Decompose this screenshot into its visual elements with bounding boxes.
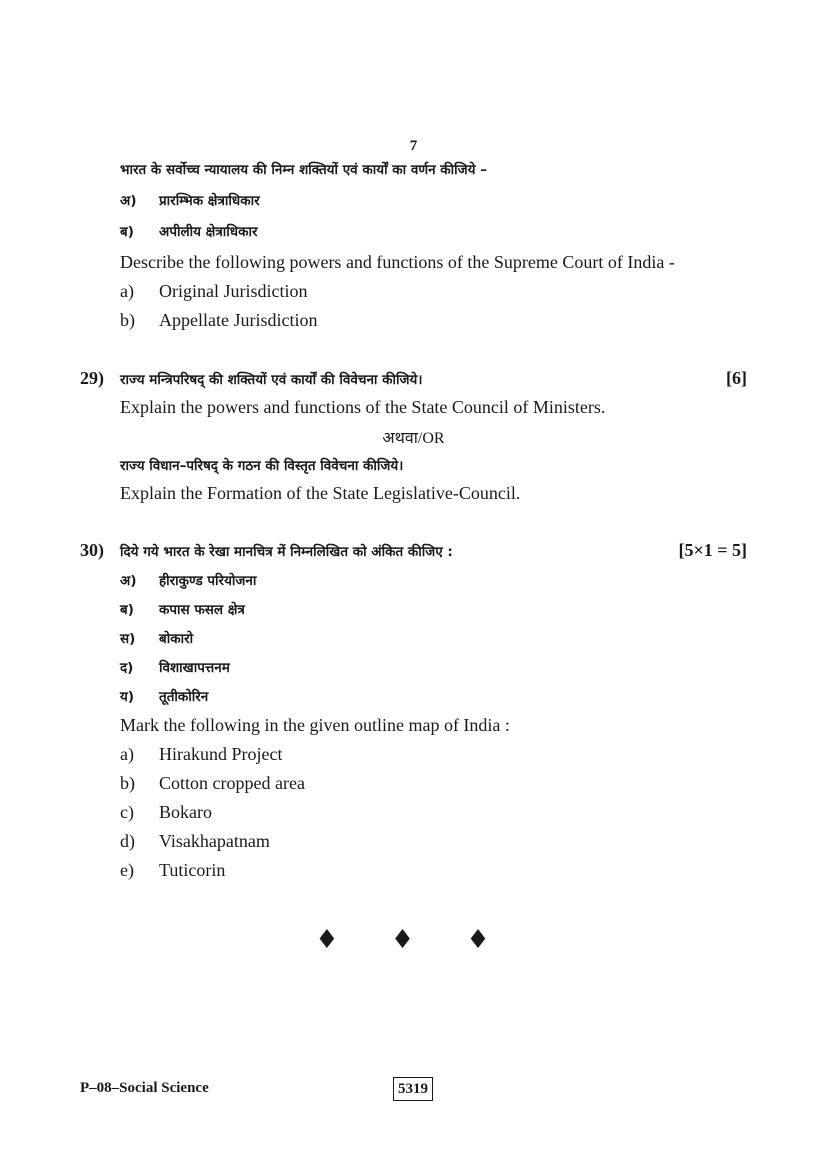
q28-hindi-option-b-text: अपीलीय क्षेत्राधिकार [159,224,258,240]
q30-hindi-option-a-letter: अ) [120,573,137,589]
q30-english-option-d-text: Visakhapatnam [159,831,270,851]
q30-hindi-option-e-text: तूतीकोरिन [159,689,209,705]
q30-hindi-option-b-letter: ब) [120,602,134,618]
q30-english-option-a-letter: a) [120,744,134,764]
q29-or-label: अथवा/OR [382,430,445,447]
q30-english-option-a-text: Hirakund Project [159,744,283,764]
q28-hindi-option-a-letter: अ) [120,193,137,209]
q29-english-alt: Explain the Formation of the State Legislative-Council. [120,483,521,503]
q28-english-prompt: Describe the following powers and functions of the Supreme Court of India - [120,252,675,272]
footer-paper-code: P–08–Social Science [80,1080,209,1096]
footer-page-code: 5319 [393,1077,433,1101]
q29-marks: [6] [726,368,747,388]
q30-hindi-prompt: दिये गये भारत के रेखा मानचित्र में निम्नलिखित को अंकित कीजिए : [120,544,453,560]
page-number: 7 [409,138,418,154]
q28-hindi-prompt: भारत के सर्वोच्च न्यायालय की निम्न शक्तियों एवं कार्यों का वर्णन कीजिये – [120,162,487,178]
q30-number: 30) [80,540,104,560]
end-of-paper-diamonds: ♦ ♦ ♦ [315,925,512,955]
q30-marks: [5×1 = 5] [678,540,747,560]
q28-english-option-a-letter: a) [120,281,134,301]
q29-hindi-prompt: राज्य मन्त्रिपरिषद् की शक्तियों एवं कार्यों की विवेचना कीजिये। [120,372,423,388]
q30-hindi-option-c-letter: स) [120,631,136,647]
q30-english-prompt: Mark the following in the given outline map of India : [120,715,510,735]
q30-hindi-option-c-text: बोकारो [159,631,194,647]
q30-english-option-e-letter: e) [120,860,134,880]
q28-hindi-option-b-letter: ब) [120,224,134,240]
q30-english-option-e-text: Tuticorin [159,860,226,880]
q28-english-option-a-text: Original Jurisdiction [159,281,308,301]
q30-hindi-option-b-text: कपास फसल क्षेत्र [159,602,245,618]
q30-hindi-option-a-text: हीराकुण्ड परियोजना [159,573,257,589]
q29-english-prompt: Explain the powers and functions of the State Council of Ministers. [120,397,606,417]
q30-english-option-d-letter: d) [120,831,135,851]
q30-hindi-option-d-letter: द) [120,660,134,676]
q29-hindi-alt: राज्य विधान–परिषद् के गठन की विस्तृत विवेचना कीजिये। [120,458,404,474]
q30-english-option-c-text: Bokaro [159,802,212,822]
q30-hindi-option-e-letter: य) [120,689,134,705]
q30-english-option-b-letter: b) [120,773,135,793]
q29-number: 29) [80,368,104,388]
q30-hindi-option-d-text: विशाखापत्तनम [159,660,230,676]
q28-english-option-b-letter: b) [120,310,135,330]
q28-hindi-option-a-text: प्रारम्भिक क्षेत्राधिकार [159,193,260,209]
q30-english-option-b-text: Cotton cropped area [159,773,305,793]
q28-english-option-b-text: Appellate Jurisdiction [159,310,318,330]
q30-english-option-c-letter: c) [120,802,134,822]
